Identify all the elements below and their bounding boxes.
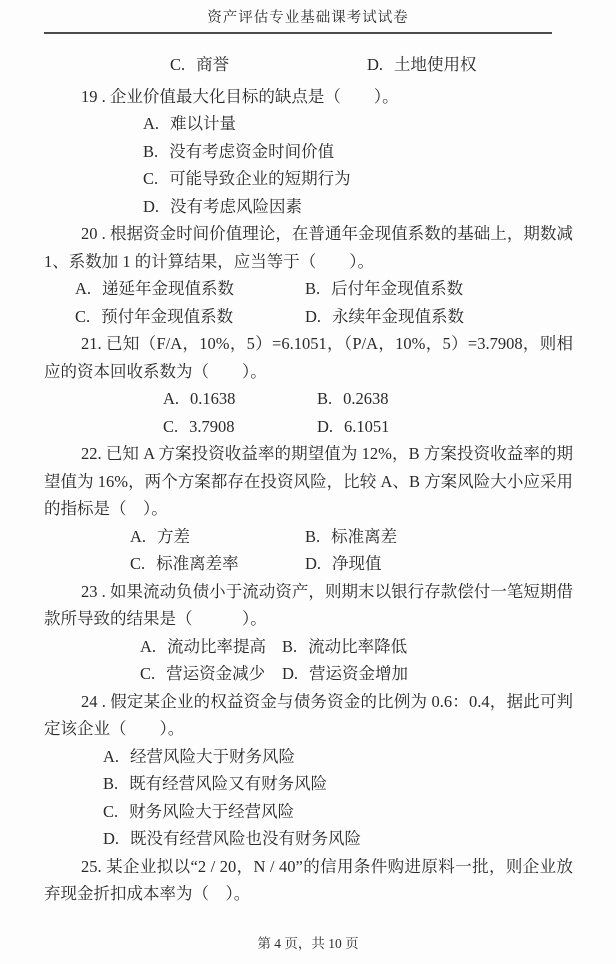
option-text: 预付年金现值系数	[101, 306, 234, 326]
option-label: D.	[305, 306, 322, 326]
question-stem: 21. 已知（F/A，10%，5）=6.1051，（P/A，10%，5）=3.7908，则相应的资本回收系数为（ ）。	[44, 334, 573, 381]
option-a	[163, 385, 317, 413]
option-text: 土地使用权	[394, 55, 477, 74]
page-title: 资产评估专业基础课考试试卷	[207, 10, 409, 26]
option-label: C.	[143, 169, 159, 188]
option-text: 难以计量	[170, 114, 237, 133]
option-c	[140, 660, 282, 688]
option-c	[103, 798, 573, 826]
question-stem: 24 . 假定某企业的权益资金与债务资金的比例为 0.6：0.4，据此可判定该企业（ ）。	[44, 691, 573, 738]
question-20	[44, 220, 573, 330]
option-label: C.	[75, 306, 91, 326]
option-label: A.	[140, 636, 157, 656]
question-24	[44, 688, 573, 853]
option-text: 后付年金现值系数	[331, 279, 464, 298]
option-d	[103, 825, 573, 853]
question-options	[44, 110, 573, 220]
question-options	[44, 523, 573, 578]
option-c	[130, 550, 305, 578]
option-b	[305, 523, 397, 551]
question-options	[44, 633, 573, 688]
option-text: 0.1638	[190, 389, 236, 408]
option-text: 没有考虑风险因素	[170, 196, 303, 216]
question-21	[44, 330, 573, 440]
question-stem: 23 . 如果流动负债小于流动资产，则期末以银行存款偿付一笔短期借款所导致的结果是（ ）。	[44, 581, 573, 628]
options-row	[44, 385, 573, 413]
option-label: C.	[170, 55, 186, 74]
option-label: A.	[75, 279, 92, 298]
option-label: D.	[367, 55, 384, 74]
option-d	[367, 51, 477, 79]
option-label: B.	[282, 636, 298, 656]
option-label: D.	[305, 554, 322, 573]
option-label: A.	[143, 114, 160, 133]
option-a	[75, 275, 305, 303]
option-text: 经营风险大于财务风险	[130, 746, 296, 766]
option-label: A.	[103, 746, 120, 766]
option-d	[317, 413, 389, 441]
option-d	[143, 193, 573, 221]
option-a	[143, 110, 573, 138]
option-d	[282, 660, 408, 688]
option-text: 商誉	[196, 55, 230, 74]
question-stem: 22. 已知 A 方案投资收益率的期望值为 12%，B 方案投资收益率的期望值为 16%，两个方案都存在投资风险，比较 A、B 方案风险大小应采用的指标是（ ）。	[44, 444, 573, 518]
option-c	[170, 51, 367, 79]
option-b	[317, 385, 389, 413]
question-19	[44, 83, 573, 221]
option-a	[103, 743, 573, 771]
option-b	[305, 275, 463, 303]
option-b	[282, 633, 407, 661]
option-label: D.	[282, 664, 299, 683]
option-text: 流动比率提高	[167, 636, 267, 656]
option-text: 既有经营风险又有财务风险	[129, 774, 328, 793]
option-text: 3.7908	[189, 416, 235, 436]
option-c	[143, 165, 573, 193]
option-text: 方差	[157, 526, 191, 546]
option-label: C.	[103, 801, 119, 821]
option-text: 营运资金减少	[166, 664, 266, 683]
question-stem: 19 . 企业价值最大化目标的缺点是（ ）。	[81, 86, 399, 106]
option-text: 标准离差	[331, 526, 398, 546]
question-25	[44, 853, 573, 908]
question-stem: 25. 某企业拟以“2 / 20，N / 40”的信用条件购进原料一批，则企业放弃现金折扣成本率为（ ）。	[44, 856, 573, 903]
option-label: D.	[317, 416, 334, 436]
option-a	[140, 633, 282, 661]
option-text: 6.1051	[344, 416, 390, 436]
option-text: 财务风险大于经营风险	[129, 801, 295, 821]
option-a	[130, 523, 305, 551]
options-row	[44, 275, 573, 303]
page-footer	[0, 932, 616, 952]
option-label: D.	[143, 196, 160, 216]
option-label: C.	[140, 664, 156, 683]
option-d	[305, 550, 382, 578]
option-label: C.	[130, 554, 146, 573]
option-b	[103, 770, 573, 798]
question-options	[44, 385, 573, 440]
question-options	[44, 743, 573, 853]
options-row	[44, 413, 573, 441]
option-b	[143, 138, 573, 166]
option-c	[75, 303, 305, 331]
option-text: 没有考虑资金时间价值	[169, 141, 335, 161]
carryover-options-row	[44, 51, 573, 79]
option-text: 净现值	[332, 554, 382, 573]
page-number: 第 4 页，共 10 页	[257, 936, 359, 951]
option-text: 既没有经营风险也没有财务风险	[130, 829, 362, 848]
option-text: 营运资金增加	[309, 664, 409, 683]
option-text: 标准离差率	[156, 554, 239, 573]
option-label: B.	[143, 141, 159, 161]
option-text: 永续年金现值系数	[332, 306, 465, 326]
options-row	[44, 550, 573, 578]
option-label: A.	[130, 526, 147, 546]
question-stem: 20 . 根据资金时间价值理论，在普通年金现值系数的基础上，期数减 1、系数加 1 的计算结果，应当等于（ ）。	[44, 224, 573, 271]
option-label: B.	[103, 774, 119, 793]
options-row	[44, 523, 573, 551]
option-text: 0.2638	[343, 389, 389, 408]
option-label: C.	[163, 416, 179, 436]
options-row	[44, 633, 573, 661]
question-22	[44, 440, 573, 578]
option-text: 递延年金现值系数	[102, 279, 235, 298]
options-row	[44, 303, 573, 331]
option-label: A.	[163, 389, 180, 408]
option-text: 可能导致企业的短期行为	[169, 169, 351, 188]
option-label: B.	[305, 526, 321, 546]
option-text: 流动比率降低	[308, 636, 408, 656]
option-c	[163, 413, 317, 441]
question-23	[44, 578, 573, 688]
options-row	[44, 660, 573, 688]
option-label: B.	[317, 389, 333, 408]
option-label: B.	[305, 279, 321, 298]
option-label: D.	[103, 829, 120, 848]
exam-content	[44, 34, 573, 908]
question-options	[44, 275, 573, 330]
option-d	[305, 303, 464, 331]
